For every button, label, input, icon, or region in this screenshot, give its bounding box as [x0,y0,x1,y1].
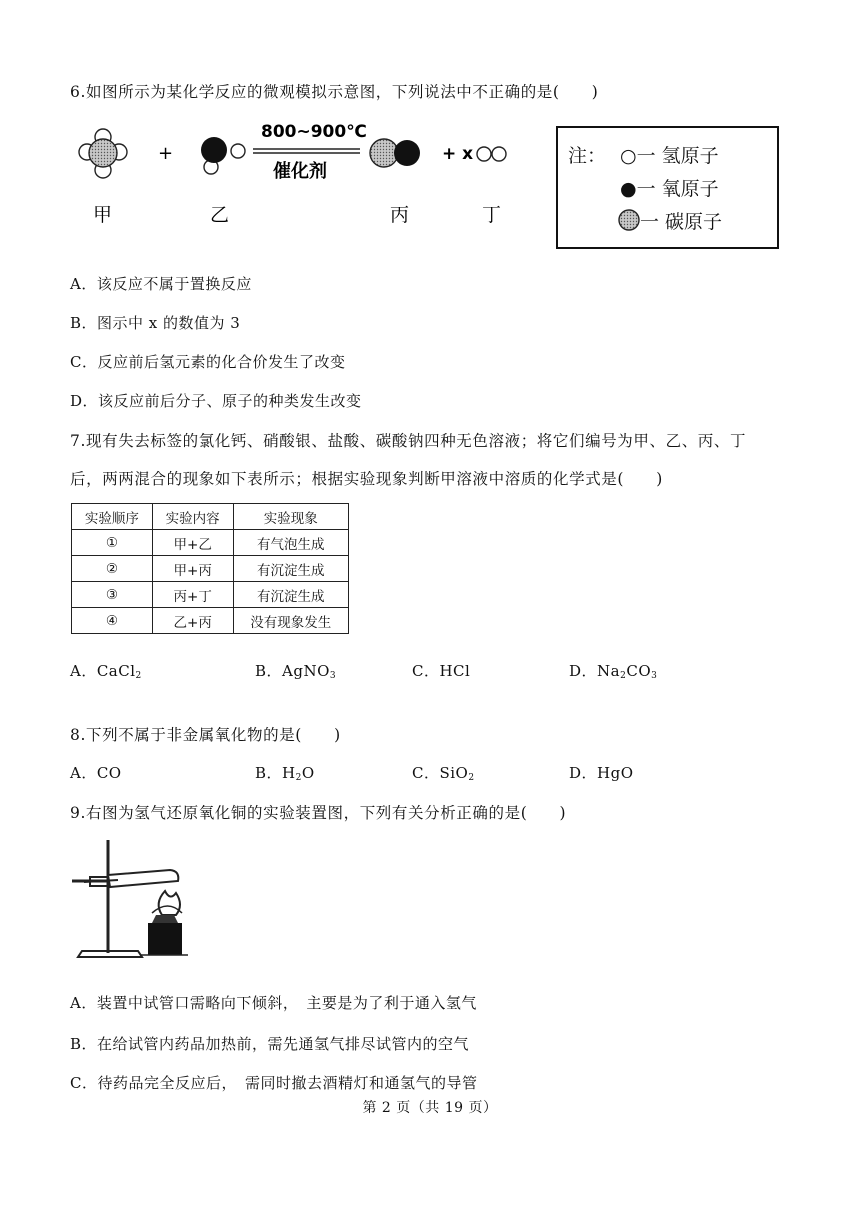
table-cell: ① [72,530,153,556]
question-7-stem-line1: 7.现有失去标签的氯化钙、硝酸银、盐酸、碳酸钠四种无色溶液；将它们编号为甲、乙、丙、丁 [70,432,747,450]
molecule-ding [477,147,506,161]
legend-note: 注： [568,145,607,167]
table-cell: 乙+丙 [152,608,233,634]
table-cell: 有沉淀生成 [233,556,348,582]
label-ding: 丁 [482,204,502,226]
table-cell: ② [72,556,153,582]
q9-option-c: C．待药品完全反应后， 需同时撤去酒精灯和通氢气的导管 [70,1074,478,1092]
table-row [72,556,349,582]
table-header: 实验内容 [152,504,233,530]
molecule-bing [370,139,420,167]
molecule-jia [79,129,127,178]
table-cell: ④ [72,608,153,634]
label-jia: 甲 [93,204,113,226]
q8-option-b: B．$H_2O$ [255,764,315,783]
experiment-table [71,503,349,634]
table-cell: ③ [72,582,153,608]
q7-option-b: B．AgNO$_3$ [255,662,337,681]
table-cell: 甲+乙 [152,530,233,556]
table-header-row [72,504,349,530]
q7-option-a: A．CaCl$_2$ [70,662,142,681]
table-row [72,608,349,634]
question-7-stem-line2: 后，两两混合的现象如下表所示；根据实验现象判断甲溶液中溶质的化学式是( ) [70,470,663,488]
plus-x: + x [442,144,474,164]
legend-oxygen: ●一 氧原子 [620,178,719,200]
legend-carbon: 一 碳原子 [640,211,723,233]
reaction-diagram [70,115,550,235]
carbon-atom-icon [617,208,641,232]
q6-option-c: C．反应前后氢元素的化合价发生了改变 [70,353,346,371]
page-footer: 第 2 页（共 19 页） [362,1100,498,1116]
apparatus-diagram [70,835,195,965]
label-yi: 乙 [210,204,230,226]
q6-option-d: D．该反应前后分子、原子的种类发生改变 [70,392,362,410]
table-row [72,582,349,608]
table-cell: 甲+丙 [152,556,233,582]
q7-option-d: D．$Na_2CO_3$ [569,662,658,681]
q8-option-d: D．HgO [569,764,634,782]
q7-option-c: C．HCl [412,662,471,680]
q9-option-b: B．在给试管内药品加热前，需先通氢气排尽试管内的空气 [70,1035,470,1053]
table-header: 实验顺序 [72,504,153,530]
q8-option-a: A．CO [70,764,122,782]
plus-sign-1: + [158,143,174,164]
question-8-stem: 8.下列不属于非金属氧化物的是( ) [70,726,341,744]
q6-option-b: B．图示中 x 的数值为 3 [70,314,241,332]
table-cell: 有沉淀生成 [233,582,348,608]
question-9-stem: 9.右图为氢气还原氧化铜的实验装置图，下列有关分析正确的是( ) [70,804,567,822]
table-row [72,530,349,556]
table-cell: 丙+丁 [152,582,233,608]
table-cell: 有气泡生成 [233,530,348,556]
q9-option-a: A．装置中试管口需略向下倾斜， 主要是为了利于通入氢气 [70,994,477,1012]
reaction-catalyst: 催化剂 [273,161,327,182]
table-header: 实验现象 [233,504,348,530]
molecule-yi [201,137,245,174]
table-cell: 没有现象发生 [233,608,348,634]
reaction-condition: 800~900℃ [261,122,367,142]
label-bing: 丙 [390,204,410,226]
legend-hydrogen: ○一 氢原子 [620,145,719,167]
question-6-stem: 6.如图所示为某化学反应的微观模拟示意图，下列说法中不正确的是( ) [70,83,599,101]
atom-legend [556,126,779,249]
q8-option-c: C．SiO$_2$ [412,764,475,783]
q6-option-a: A．该反应不属于置换反应 [70,275,252,293]
